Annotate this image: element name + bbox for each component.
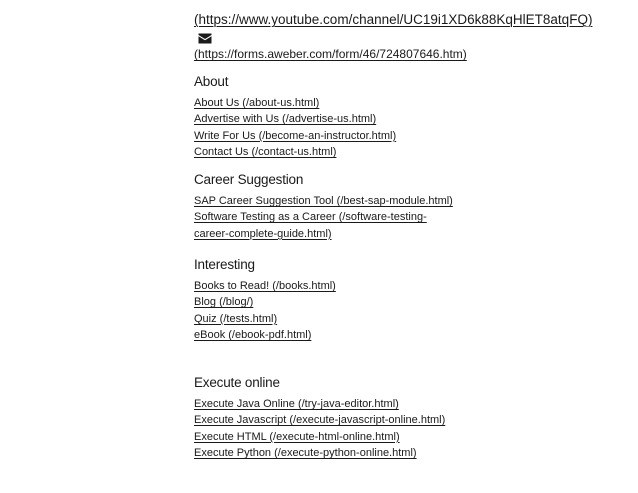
career-suggestion-heading: Career Suggestion xyxy=(194,172,304,187)
sap-career-tool-link[interactable]: SAP Career Suggestion Tool (/best-sap-module.html) xyxy=(194,195,453,207)
list-item xyxy=(194,144,396,160)
list-item xyxy=(194,294,336,310)
about-links xyxy=(194,95,396,160)
interesting-links xyxy=(194,278,336,343)
list-item xyxy=(194,128,396,144)
list-item xyxy=(194,429,445,445)
execute-java-link[interactable]: Execute Java Online (/try-java-editor.html) xyxy=(194,398,399,410)
execute-html-link[interactable]: Execute HTML (/execute-html-online.html) xyxy=(194,430,400,443)
list-item xyxy=(194,209,454,242)
execute-python-link[interactable]: Execute Python (/execute-python-online.html) xyxy=(194,446,417,459)
career-links xyxy=(194,193,454,242)
list-item xyxy=(194,193,454,209)
list-item xyxy=(194,111,396,127)
execute-online-heading: Execute online xyxy=(194,375,280,390)
list-item xyxy=(194,445,445,461)
about-us-link[interactable]: About Us (/about-us.html) xyxy=(194,97,320,109)
contact-us-link[interactable]: Contact Us (/contact-us.html) xyxy=(194,145,337,158)
youtube-channel-link[interactable]: (https://www.youtube.com/channel/UC19i1XD6k88KqHlET8atqFQ) xyxy=(194,12,593,27)
books-link[interactable]: Books to Read! (/books.html) xyxy=(194,280,336,292)
about-heading: About xyxy=(194,74,229,89)
execute-javascript-link[interactable]: Execute Javascript (/execute-javascript-online.html) xyxy=(194,414,446,427)
list-item xyxy=(194,95,396,111)
quiz-link[interactable]: Quiz (/tests.html) xyxy=(194,312,278,325)
list-item xyxy=(194,412,445,428)
ebook-link[interactable]: eBook (/ebook-pdf.html) xyxy=(194,328,312,341)
advertise-link[interactable]: Advertise with Us (/advertise-us.html) xyxy=(194,113,377,126)
list-item xyxy=(194,327,336,343)
blog-link[interactable]: Blog (/blog/) xyxy=(194,296,254,309)
list-item xyxy=(194,278,336,294)
interesting-heading: Interesting xyxy=(194,257,255,272)
execute-links xyxy=(194,396,445,461)
list-item xyxy=(194,311,336,327)
envelope-icon[interactable] xyxy=(198,33,212,44)
write-for-us-link[interactable]: Write For Us (/become-an-instructor.html) xyxy=(194,129,397,142)
aweber-form-link[interactable]: (https://forms.aweber.com/form/46/724807646.htm) xyxy=(194,47,467,61)
software-testing-career-link[interactable]: Software Testing as a Career (/software-testing-career-complete-guide.html) xyxy=(194,211,427,240)
list-item xyxy=(194,396,445,412)
